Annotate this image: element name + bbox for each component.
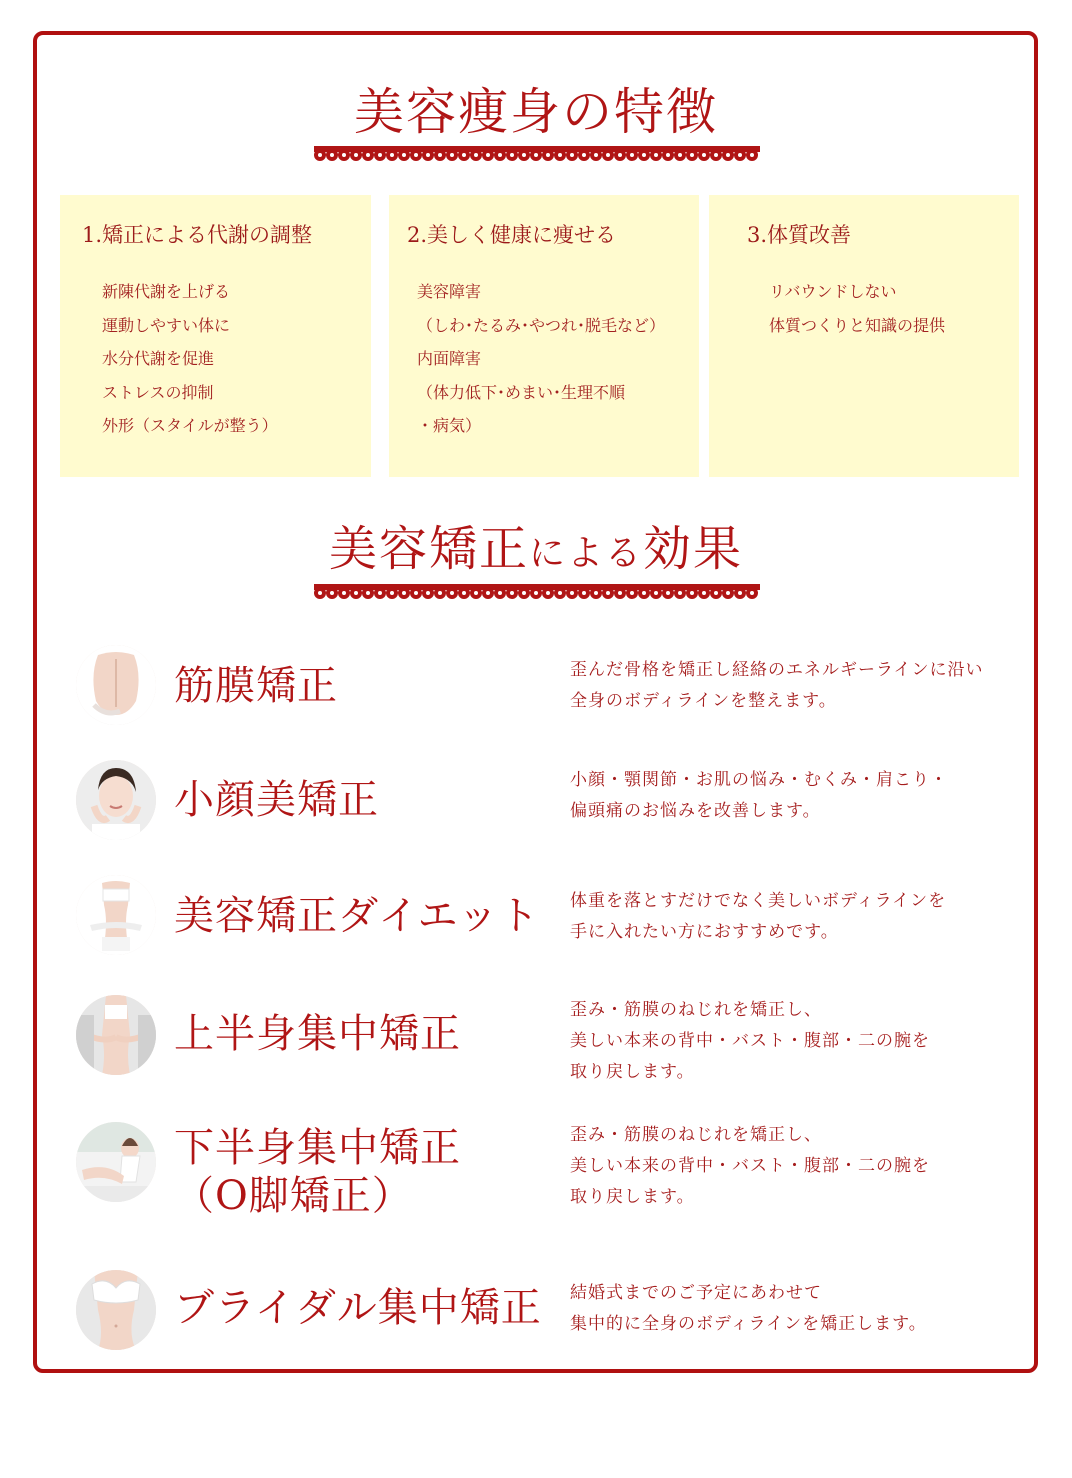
feature-box-metabolism	[60, 195, 371, 477]
effect-description	[570, 655, 984, 717]
lace-hole	[582, 591, 586, 595]
effect-desc-line: 歪んだ骨格を矯正し経絡のエネルギーラインに沿い	[570, 660, 984, 680]
lace-hole	[462, 153, 466, 157]
effect-desc-line: 小顔・顎関節・お肌の悩み・むくみ・肩こり・	[570, 770, 948, 790]
effect-desc-line: 取り戻します。	[570, 1062, 695, 1082]
lace-hole	[486, 153, 490, 157]
lace-hole	[330, 591, 334, 595]
waist-photo-icon	[76, 875, 156, 955]
lace-hole	[678, 591, 682, 595]
lace-divider	[314, 146, 760, 166]
lace-hole	[390, 591, 394, 595]
lace-hole	[642, 153, 646, 157]
lace-hole	[582, 153, 586, 157]
lace-hole	[342, 153, 346, 157]
feature-item: 体質つくりと知識の提供	[769, 315, 946, 335]
feature-item: 水分代謝を促進	[102, 349, 215, 368]
lace-hole	[318, 591, 322, 595]
effect-description	[570, 1120, 930, 1213]
lace-hole	[726, 153, 730, 157]
effect-desc-line: 美しい本来の背中・バスト・腹部・二の腕を	[570, 1156, 930, 1176]
bridal-photo-icon	[76, 1270, 156, 1350]
upper-body-photo-icon	[76, 995, 156, 1075]
features-title: 美容痩身の特徴	[354, 83, 718, 141]
lace-hole	[522, 153, 526, 157]
legs-photo-icon	[76, 1122, 156, 1202]
effect-desc-line: 歪み・筋膜のねじれを矯正し、	[570, 1000, 822, 1020]
lace-hole	[366, 153, 370, 157]
effect-description	[570, 1278, 927, 1340]
lace-hole	[486, 591, 490, 595]
feature-item: 運動しやすい体に	[102, 315, 231, 335]
lace-hole	[690, 153, 694, 157]
lace-hole	[750, 591, 754, 595]
effects-title	[0, 510, 1072, 579]
effects-title-main: 美容矯正	[328, 521, 529, 577]
lace-hole	[450, 153, 454, 157]
lace-hole	[474, 591, 478, 595]
feature-box-title: 3.体質改善	[747, 223, 852, 247]
lace-hole	[738, 153, 742, 157]
lace-divider	[314, 584, 760, 604]
feature-box-items	[102, 275, 278, 443]
feature-box-title: 1.矯正による代謝の調整	[82, 223, 313, 247]
lace-hole	[714, 153, 718, 157]
lace-hole	[678, 153, 682, 157]
feature-box-constitution	[709, 195, 1019, 477]
effect-name	[174, 1124, 461, 1220]
lace-hole	[618, 591, 622, 595]
lace-hole	[498, 591, 502, 595]
lace-hole	[666, 591, 670, 595]
effect-name: 筋膜矯正	[174, 663, 338, 709]
lace-hole	[594, 153, 598, 157]
lace-hole	[402, 153, 406, 157]
lace-hole	[714, 591, 718, 595]
lace-hole	[378, 153, 382, 157]
lace-hole	[690, 591, 694, 595]
lace-hole	[558, 153, 562, 157]
effect-desc-line: 結婚式までのご予定にあわせて	[570, 1283, 822, 1303]
feature-item: 外形（スタイルが整う）	[102, 416, 278, 435]
lace-hole	[726, 591, 730, 595]
lace-hole	[750, 153, 754, 157]
effect-name-line: （O脚矯正）	[174, 1173, 413, 1219]
feature-box-title: 2.美しく健康に痩せる	[407, 223, 617, 247]
feature-box-items	[417, 275, 665, 443]
feature-item: （しわ･たるみ･やつれ･脱毛など）	[417, 315, 666, 335]
feature-item: ストレスの抑制	[102, 382, 214, 402]
lace-hole	[510, 591, 514, 595]
lace-hole	[318, 153, 322, 157]
lace-hole	[390, 153, 394, 157]
lace-hole	[426, 591, 430, 595]
lace-hole	[570, 591, 574, 595]
effect-desc-line: 美しい本来の背中・バスト・腹部・二の腕を	[570, 1031, 930, 1051]
lace-hole	[702, 153, 706, 157]
effects-title-small: による	[528, 533, 643, 574]
lace-hole	[606, 153, 610, 157]
lace-hole	[378, 591, 382, 595]
feature-box-healthy-slimming	[389, 195, 699, 477]
effect-desc-line: 取り戻します。	[570, 1187, 695, 1207]
lace-hole	[402, 591, 406, 595]
lace-hole	[570, 153, 574, 157]
lace-hole	[546, 591, 550, 595]
lace-hole	[534, 591, 538, 595]
lace-hole	[342, 591, 346, 595]
feature-item: リバウンドしない	[769, 282, 897, 301]
effect-name: 美容矯正ダイエット	[174, 893, 540, 939]
lace-hole	[354, 153, 358, 157]
lace-hole	[510, 153, 514, 157]
lace-hole	[558, 591, 562, 595]
effect-name: ブライダル集中矯正	[174, 1285, 542, 1331]
effect-name: 小顔美矯正	[174, 777, 379, 823]
feature-item: ・病気）	[417, 416, 482, 435]
feature-item: 新陳代謝を上げる	[102, 282, 231, 301]
lace-hole	[522, 591, 526, 595]
lace-hole	[738, 591, 742, 595]
effect-description	[570, 886, 946, 948]
effect-description	[570, 765, 948, 827]
back-photo-icon	[76, 645, 156, 725]
effect-name-line: 下半身集中矯正	[174, 1125, 461, 1171]
feature-item: 内面障害	[417, 349, 482, 368]
feature-item: （体力低下･めまい･生理不順	[417, 382, 626, 402]
effect-description	[570, 995, 930, 1088]
lace-hole	[702, 591, 706, 595]
lace-hole	[414, 591, 418, 595]
lace-hole	[462, 591, 466, 595]
effect-desc-line: 集中的に全身のボディラインを矯正します。	[570, 1314, 927, 1334]
lace-hole	[438, 591, 442, 595]
lace-hole	[354, 591, 358, 595]
lace-hole	[534, 153, 538, 157]
lace-hole	[666, 153, 670, 157]
lace-hole	[630, 591, 634, 595]
lace-hole	[594, 591, 598, 595]
lace-hole	[498, 153, 502, 157]
feature-box-items	[769, 275, 945, 342]
lace-hole	[654, 591, 658, 595]
lace-hole	[606, 591, 610, 595]
lace-hole	[330, 153, 334, 157]
effect-desc-line: 体重を落とすだけでなく美しいボディラインを	[570, 891, 947, 911]
effect-desc-line: 手に入れたい方におすすめです。	[570, 922, 839, 942]
effect-desc-line: 全身のボディラインを整えます。	[570, 691, 837, 711]
lace-hole	[414, 153, 418, 157]
lace-hole	[438, 153, 442, 157]
lace-hole	[426, 153, 430, 157]
feature-item: 美容障害	[417, 282, 482, 301]
effect-desc-line: 偏頭痛のお悩みを改善します。	[570, 801, 821, 821]
lace-hole	[366, 591, 370, 595]
lace-hole	[630, 153, 634, 157]
lace-hole	[642, 591, 646, 595]
lace-hole	[654, 153, 658, 157]
lace-hole	[618, 153, 622, 157]
effect-desc-line: 歪み・筋膜のねじれを矯正し、	[570, 1125, 822, 1145]
lace-hole	[474, 153, 478, 157]
effects-title-end: 効果	[643, 521, 744, 577]
face-photo-icon	[76, 760, 156, 840]
lace-hole	[546, 153, 550, 157]
effect-name: 上半身集中矯正	[174, 1011, 461, 1057]
lace-hole	[450, 591, 454, 595]
